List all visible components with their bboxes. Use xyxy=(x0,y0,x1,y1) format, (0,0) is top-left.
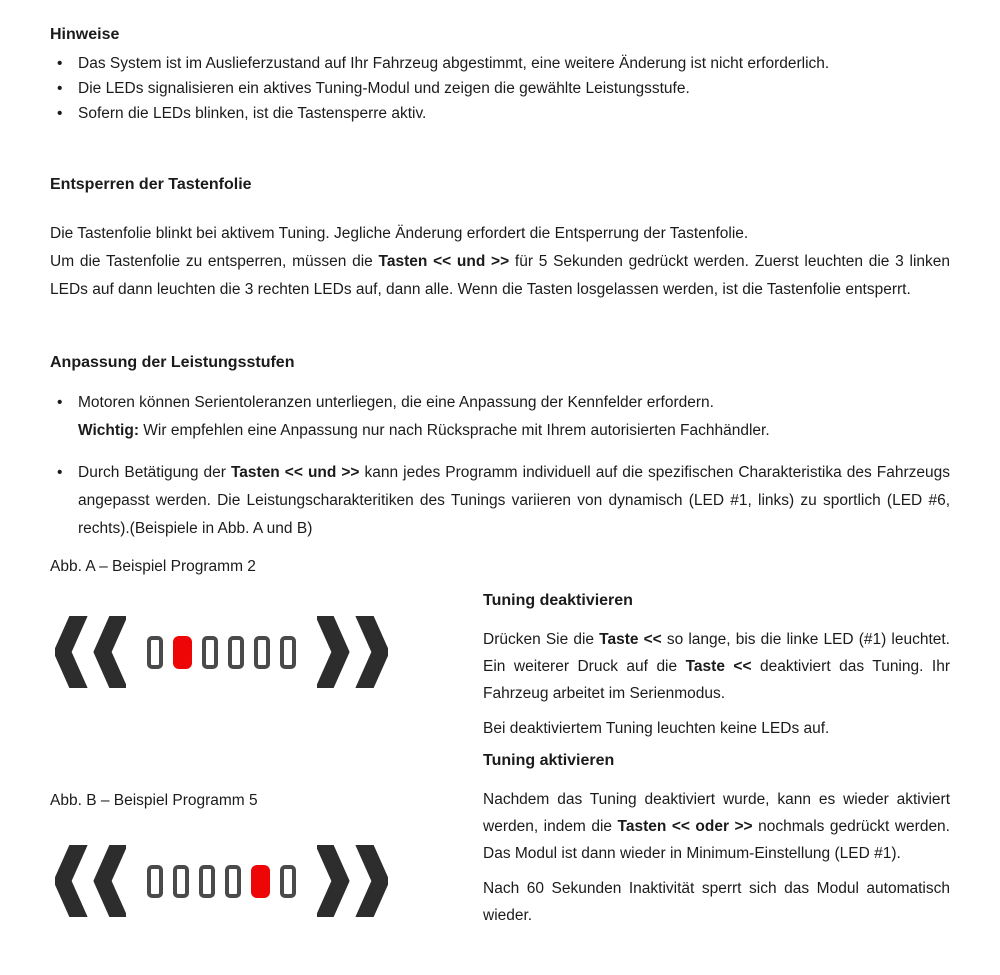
bold-text-segment: Wichtig: xyxy=(78,422,139,439)
led-strip xyxy=(147,636,296,669)
double-chevron-left-icon xyxy=(55,845,126,917)
led-indicator-off xyxy=(199,865,215,898)
text-segment: Drücken Sie die xyxy=(483,631,600,648)
bullet-text: Das System ist im Auslieferzustand auf Ihr Fahrzeug abgestimmt, eine weitere Änderung ist nicht erforderlich. xyxy=(78,55,830,72)
led-indicator-off xyxy=(254,636,270,669)
figure-a-caption: Abb. A – Beispiel Programm 2 xyxy=(50,558,256,575)
led-indicator-off xyxy=(147,865,163,898)
list-item xyxy=(50,51,950,76)
figure-b-led-panel xyxy=(55,845,388,917)
list-item xyxy=(50,459,950,543)
paragraph: Die Tastenfolie blinkt bei aktivem Tuning. Jegliche Änderung erfordert die Entsperrung der Tastenfolie. xyxy=(50,225,749,242)
section-title-anpassung: Anpassung der Leistungsstufen xyxy=(50,354,295,371)
section-title-aktivieren: Tuning aktivieren xyxy=(483,752,615,769)
led-indicator-on xyxy=(173,636,192,669)
hinweise-bullet-list xyxy=(50,51,950,126)
double-chevron-right-icon xyxy=(317,845,388,917)
led-indicator-off xyxy=(202,636,218,669)
bullet-icon: • xyxy=(57,105,63,122)
section-entsperren xyxy=(50,176,950,304)
paragraph xyxy=(483,786,950,867)
led-indicator-off xyxy=(280,636,296,669)
bold-text-segment: Tasten << oder >> xyxy=(617,818,753,835)
section-hinweise xyxy=(50,26,950,126)
section-anpassung xyxy=(50,354,950,543)
bold-text-segment: Taste << xyxy=(685,658,752,675)
led-indicator-off xyxy=(147,636,163,669)
section-tuning-aktivieren xyxy=(483,752,950,929)
bullet-text xyxy=(78,459,950,543)
bullet-icon: • xyxy=(57,80,63,97)
text-segment: nochmals gedrückt werden. Das Modul ist dann wieder in Minimum-Einstellung (LED #1). xyxy=(483,818,950,862)
bullet-line: Motoren können Serientoleranzen unterliegen, die eine Anpassung der Kennfelder erfordern. xyxy=(78,394,714,411)
text-segment: so lange, bis die linke LED (#1) leuchtet. Ein weiterer Druck auf die xyxy=(483,631,950,675)
bullet-text: Die LEDs signalisieren ein aktives Tuning-Modul und zeigen die gewählte Leistungsstufe. xyxy=(78,80,690,97)
text-segment: Nachdem das Tuning deaktiviert wurde, kann es wieder aktiviert werden, indem die xyxy=(483,791,950,835)
text-segment: Wir empfehlen eine Anpassung nur nach Rücksprache mit Ihrem autorisierten Fachhändler. xyxy=(139,422,770,439)
bold-text-segment: Taste << xyxy=(599,631,662,648)
text-segment: kann jedes Programm individuell auf die spezifischen Charakteristika des Fahrzeugs angepasst werden. Die Leistungscharakteritiken des Tunings variieren von dynamisch (LED #1, links) zu sportlich (LED #6, rechts).(Beispiele in Abb. A und B) xyxy=(78,464,950,537)
paragraph xyxy=(50,248,950,304)
double-chevron-right-icon xyxy=(317,616,388,688)
section-title-deaktivieren: Tuning deaktivieren xyxy=(483,592,633,609)
led-strip xyxy=(147,865,296,898)
list-item xyxy=(50,389,950,445)
paragraph xyxy=(483,626,950,707)
text-segment: Durch Betätigung der xyxy=(78,464,231,481)
bullet-icon: • xyxy=(57,464,63,481)
led-indicator-off xyxy=(173,865,189,898)
bullet-text xyxy=(78,389,950,445)
bold-text-segment: Tasten << und >> xyxy=(378,253,510,270)
paragraph: Nach 60 Sekunden Inaktivität sperrt sich das Modul automatisch wieder. xyxy=(483,880,950,924)
double-chevron-left-icon xyxy=(55,616,126,688)
led-indicator-off xyxy=(225,865,241,898)
paragraph: Bei deaktiviertem Tuning leuchten keine LEDs auf. xyxy=(483,720,830,737)
list-item xyxy=(50,101,950,126)
text-segment: für 5 Sekunden gedrückt werden. Zuerst leuchten die 3 linken LEDs auf dann leuchten die 3 rechten LEDs auf, dann alle. Wenn die Tasten losgelassen werden, ist die Tastenfolie entsperrt. xyxy=(50,253,950,298)
figure-a-led-panel xyxy=(55,616,388,688)
figure-b-caption: Abb. B – Beispiel Programm 5 xyxy=(50,792,258,809)
led-indicator-on xyxy=(251,865,270,898)
list-item xyxy=(50,76,950,101)
bullet-text: Sofern die LEDs blinken, ist die Tastensperre aktiv. xyxy=(78,105,427,122)
section-title-entsperren: Entsperren der Tastenfolie xyxy=(50,176,252,193)
led-indicator-off xyxy=(280,865,296,898)
bold-text-segment: Tasten << und >> xyxy=(230,464,360,481)
bullet-icon: • xyxy=(57,55,63,72)
section-title-hinweise: Hinweise xyxy=(50,26,120,43)
led-indicator-off xyxy=(228,636,244,669)
text-segment: Um die Tastenfolie zu entsperren, müssen die xyxy=(50,253,379,270)
bullet-line xyxy=(78,422,770,439)
bullet-icon: • xyxy=(57,394,63,411)
text-segment: deaktiviert das Tuning. Ihr Fahrzeug arbeitet im Serienmodus. xyxy=(483,658,950,702)
section-tuning-deaktivieren xyxy=(483,592,950,742)
